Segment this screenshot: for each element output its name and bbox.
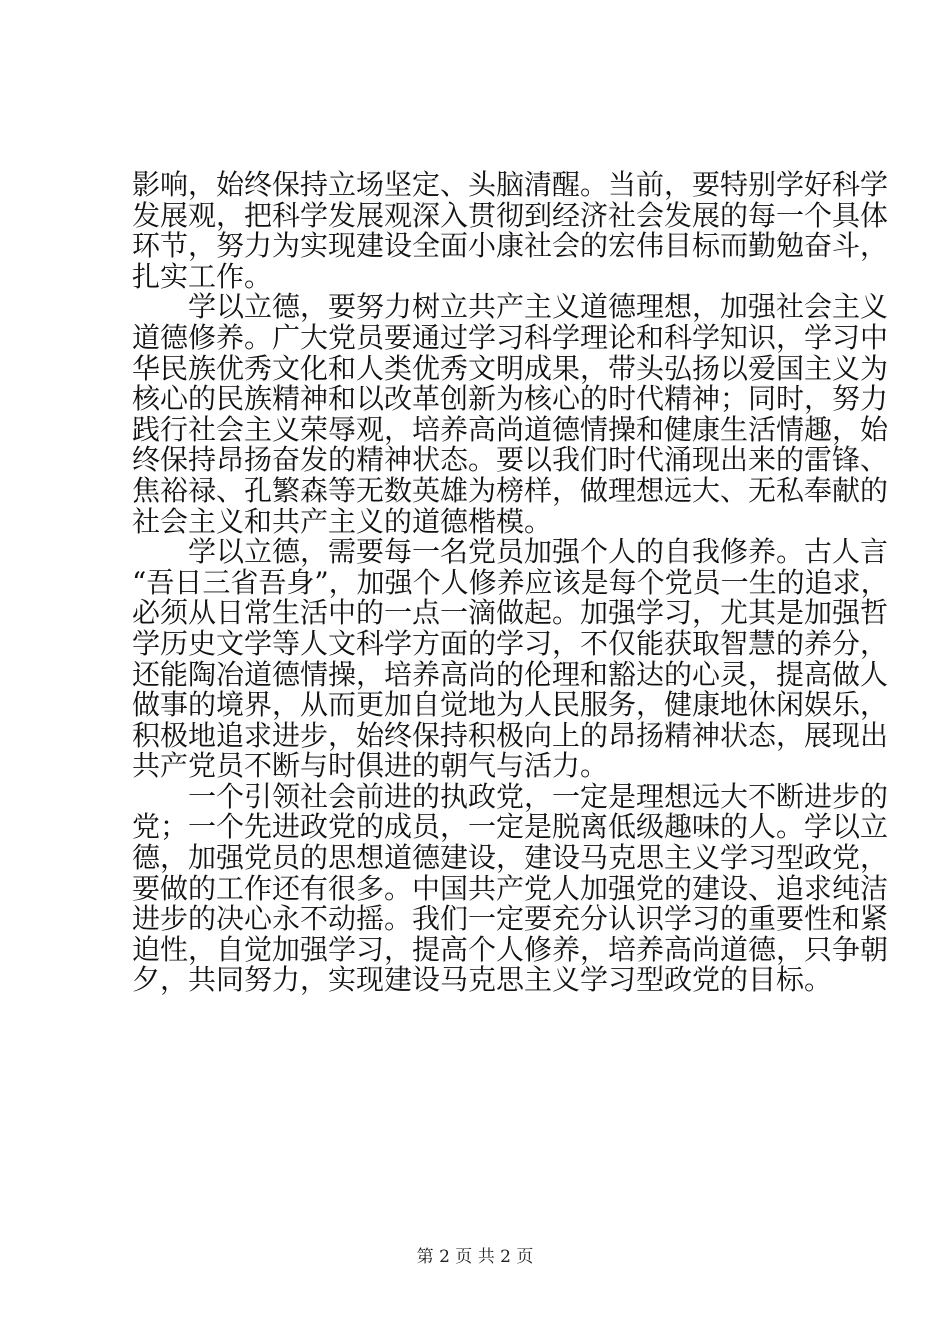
text-line: 影响，始终保持立场坚定、头脑清醒。当前，要特别学好科学: [132, 168, 889, 201]
paragraph: [132, 168, 889, 293]
text-line: 还能陶冶道德情操，培养高尚的伦理和豁达的心灵，提高做人: [132, 657, 889, 691]
paragraph: [132, 779, 889, 997]
text-line: 共产党员不断与时俱进的朝气与活力。: [132, 749, 609, 783]
text-line: “吾日三省吾身”，加强个人修养应该是每个党员一生的追求，: [132, 565, 889, 599]
text-line: 道德修养。广大党员要通过学习科学理论和科学知识，学习中: [132, 320, 889, 354]
text-line: 核心的民族精神和以改革创新为核心的时代精神；同时，努力: [132, 382, 889, 416]
text-line: 环节，努力为实现建设全面小康社会的宏伟目标而勤勉奋斗，: [132, 229, 889, 263]
text-line: 党；一个先进政党的成员，一定是脱离低级趣味的人。学以立: [132, 810, 889, 844]
text-line: 一个引领社会前进的执政党，一定是理想远大不断进步的: [188, 779, 889, 813]
text-line: 终保持昂扬奋发的精神状态。要以我们时代涌现出来的雷锋、: [132, 443, 889, 477]
text-line: 必须从日常生活中的一点一滴做起。加强学习，尤其是加强哲: [132, 596, 889, 630]
paragraph: [132, 290, 889, 538]
text-line: 社会主义和共产主义的道德楷模。: [132, 504, 553, 538]
text-line: 做事的境界，从而更加自觉地为人民服务，健康地休闲娱乐，: [132, 688, 889, 722]
text-line: 学以立德，需要每一名党员加强个人的自我修养。古人言: [188, 535, 889, 569]
text-line: 进步的决心永不动摇。我们一定要充分认识学习的重要性和紧: [132, 902, 889, 936]
text-line: 要做的工作还有很多。中国共产党人加强党的建设、追求纯洁: [132, 871, 889, 905]
text-line: 华民族优秀文化和人类优秀文明成果，带头弘扬以爱国主义为: [132, 351, 889, 385]
text-line: 学历史文学等人文科学方面的学习，不仅能获取智慧的养分，: [132, 626, 889, 660]
text-line: 践行社会主义荣辱观，培养高尚道德情操和健康生活情趣，始: [132, 412, 889, 446]
text-line: 发展观，把科学发展观深入贯彻到经济社会发展的每一个具体: [132, 198, 889, 232]
text-line: 扎实工作。: [132, 259, 273, 293]
paragraph: [132, 535, 889, 783]
text-line: 迫性，自觉加强学习，提高个人修养，培养高尚道德，只争朝: [132, 932, 889, 966]
text-line: 学以立德，要努力树立共产主义道德理想，加强社会主义: [188, 290, 889, 324]
page-footer: 第 2 页 共 2 页: [416, 1247, 534, 1267]
text-line: 德，加强党员的思想道德建设，建设马克思主义学习型政党，: [132, 841, 889, 875]
text-line: 夕，共同努力，实现建设马克思主义学习型政党的目标。: [132, 963, 833, 997]
text-line: 焦裕禄、孔繁森等无数英雄为榜样，做理想远大、无私奉献的: [132, 473, 889, 507]
document-body: [132, 168, 889, 997]
text-line: 积极地追求进步，始终保持积极向上的昂扬精神状态，展现出: [132, 718, 889, 752]
